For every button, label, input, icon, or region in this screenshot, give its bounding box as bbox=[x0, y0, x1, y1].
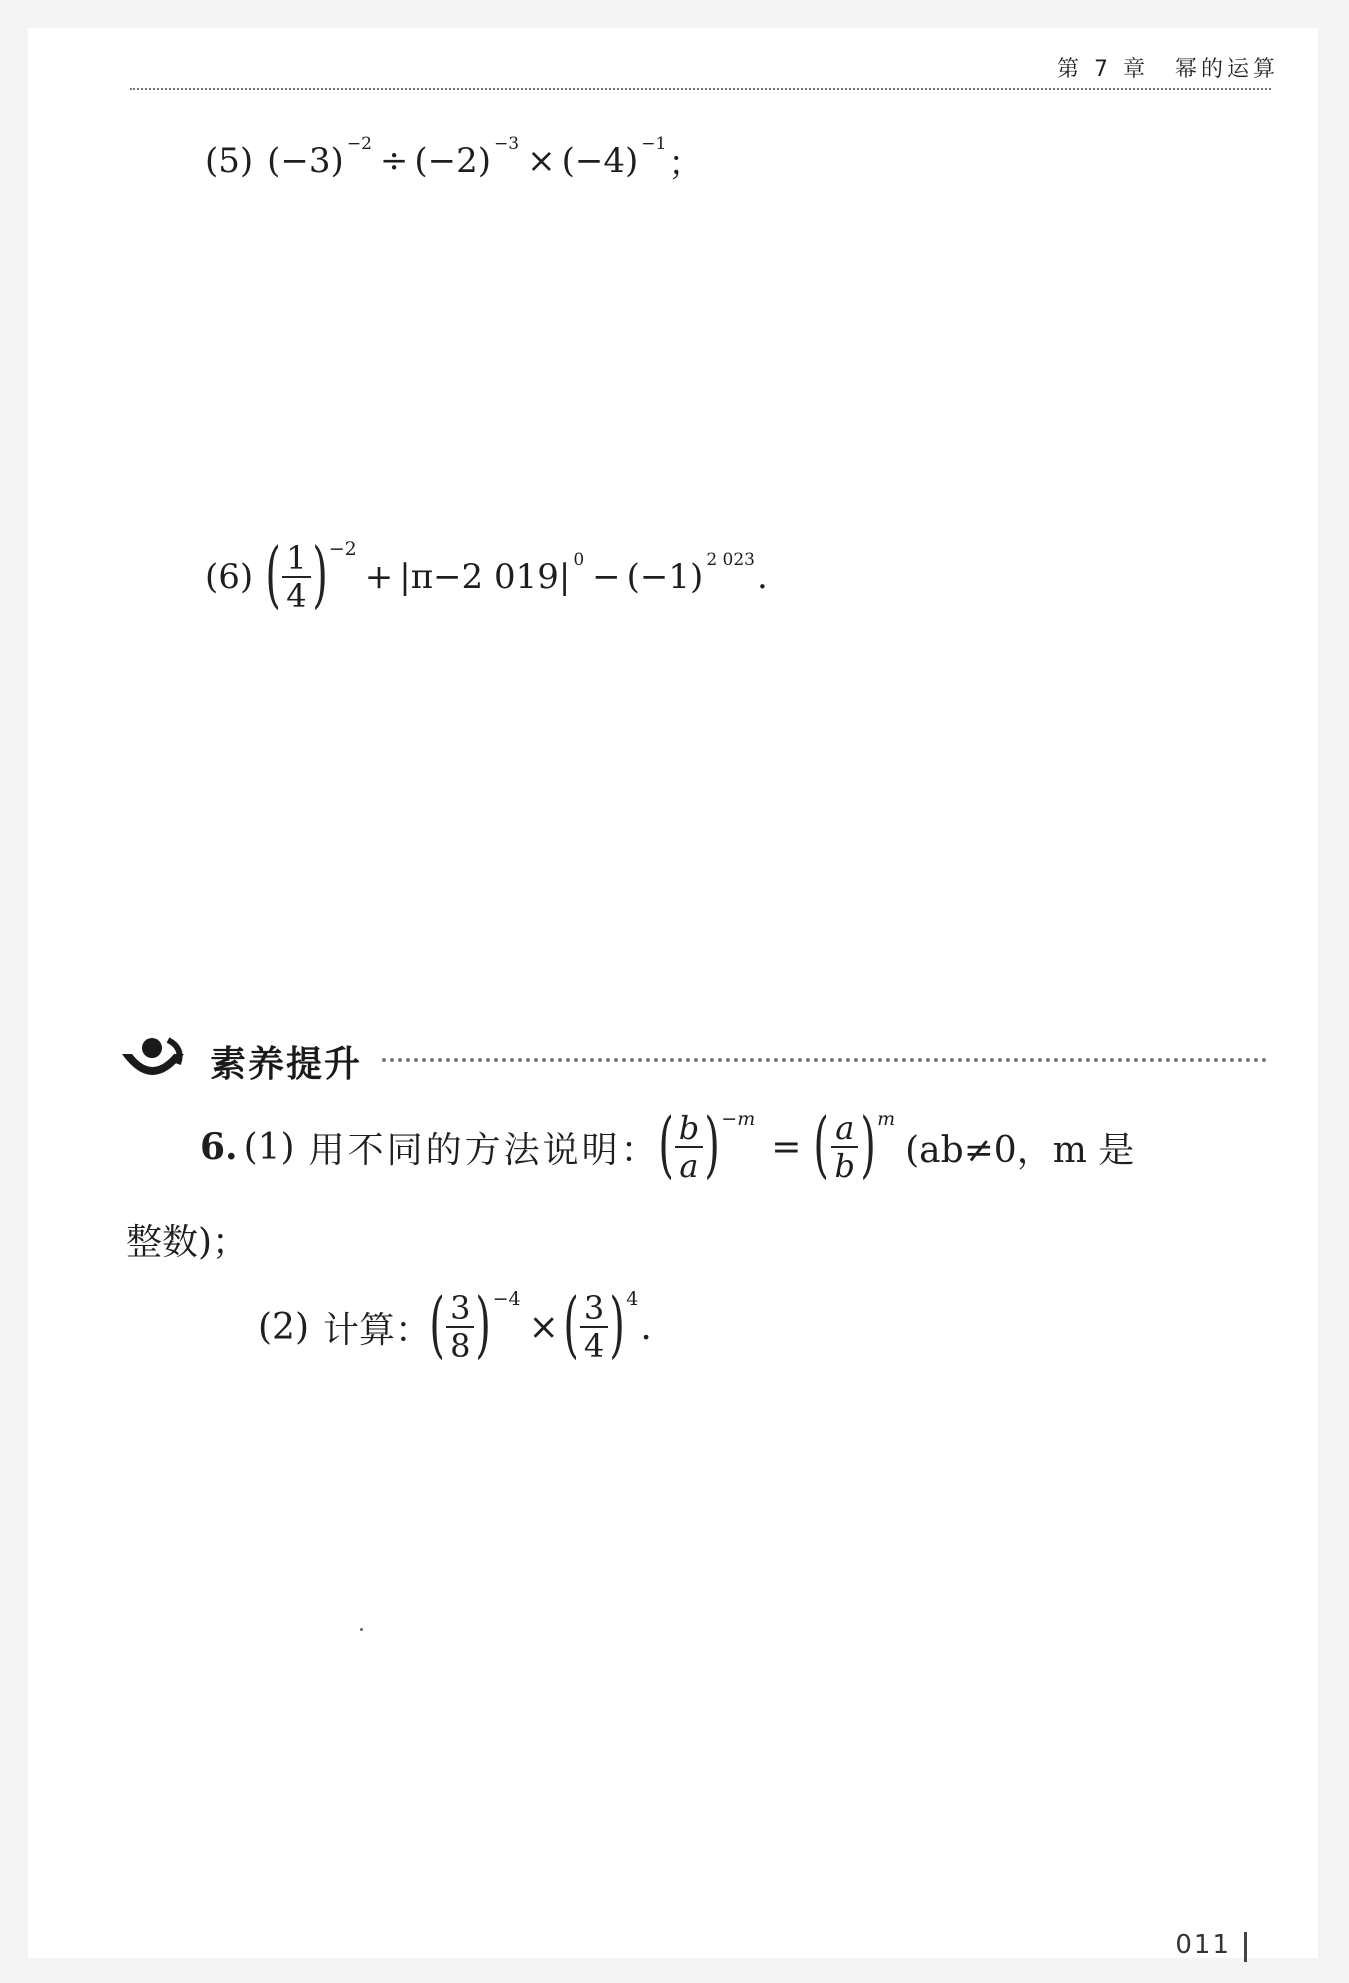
punctuation: . bbox=[640, 1306, 652, 1348]
question-number: 6. bbox=[200, 1126, 238, 1168]
page-number-bar bbox=[1244, 1932, 1247, 1962]
section-logo-icon bbox=[118, 1034, 198, 1090]
part-label: (1) bbox=[243, 1126, 295, 1168]
numerator: b bbox=[675, 1110, 703, 1148]
prompt-text: 用不同的方法说明： bbox=[308, 1129, 660, 1171]
section-title: 素养提升 bbox=[210, 1044, 363, 1085]
page-sheet bbox=[28, 28, 1318, 1958]
term: (−4) bbox=[561, 140, 639, 181]
question-6-continuation: 整数)； bbox=[126, 1222, 249, 1263]
question-6-part-1: 6. (1) 用不同的方法说明： ( $\frac{b}{a}$ ) −m = ( $\frac{a}{b}$ ) m (ab≠0，m 是 bbox=[200, 1102, 1135, 1186]
header-dotted-rule bbox=[130, 88, 1271, 90]
fraction bbox=[830, 1110, 858, 1184]
equals-sign: = bbox=[771, 1126, 802, 1168]
fraction bbox=[580, 1290, 608, 1364]
exponent: −3 bbox=[494, 133, 520, 154]
denominator: 4 bbox=[583, 1327, 605, 1365]
question-6-part-2: (2) 计算： ( $\frac{3}{8}$ ) −4 × ( $\frac{3}{4}$ ) 4 . bbox=[258, 1282, 652, 1366]
numerator: a bbox=[831, 1110, 858, 1148]
numerator: 3 bbox=[446, 1290, 474, 1328]
denominator: 4 bbox=[286, 577, 307, 615]
term: (−3) bbox=[267, 140, 344, 181]
exponent: 4 bbox=[626, 1288, 639, 1310]
exponent: −2 bbox=[328, 538, 357, 560]
numerator: 1 bbox=[282, 540, 310, 578]
exponent: 2 023 bbox=[706, 550, 755, 570]
condition-text: (ab≠0，m 是 bbox=[905, 1129, 1135, 1171]
denominator: a bbox=[679, 1147, 699, 1185]
section-dotted-rule bbox=[382, 1058, 1267, 1062]
operator: × bbox=[527, 140, 556, 181]
problem-6-label: (6) bbox=[205, 557, 254, 597]
exponent: −2 bbox=[346, 133, 372, 154]
fraction bbox=[446, 1290, 474, 1364]
scan-speck bbox=[360, 1628, 363, 1631]
problem-5 bbox=[205, 133, 703, 185]
operator: ÷ bbox=[379, 140, 409, 181]
exponent: −1 bbox=[641, 133, 667, 154]
fraction bbox=[282, 540, 310, 614]
problem-5-label: (5) bbox=[205, 140, 254, 181]
numerator: 3 bbox=[580, 1290, 608, 1328]
punctuation: . bbox=[756, 557, 768, 597]
part-label: (2) bbox=[258, 1306, 309, 1348]
term: (−1) bbox=[626, 557, 704, 597]
operator: − bbox=[592, 557, 621, 597]
operator: × bbox=[528, 1306, 559, 1348]
prompt-text: 计算： bbox=[323, 1309, 432, 1351]
exponent: −4 bbox=[492, 1288, 521, 1310]
punctuation: ； bbox=[668, 144, 703, 184]
operator: + bbox=[364, 557, 394, 597]
page-number: 011 bbox=[1175, 1930, 1231, 1960]
fraction bbox=[675, 1110, 703, 1184]
denominator: 8 bbox=[450, 1327, 471, 1365]
chapter-title: 幂的运算 bbox=[1174, 57, 1279, 82]
denominator: b bbox=[834, 1147, 855, 1185]
running-head bbox=[1057, 52, 1279, 83]
problem-6: (6) ( $\frac{1}{4}$ ) −2 + |π−2 019| 0 − (−1) 2 023 . bbox=[205, 532, 768, 616]
term: (−2) bbox=[414, 140, 492, 181]
exponent: m bbox=[877, 1108, 896, 1130]
absolute-value: |π−2 019| bbox=[399, 557, 571, 597]
exponent: 0 bbox=[573, 550, 585, 570]
chapter-label: 第 7 章 bbox=[1057, 57, 1149, 82]
exponent: −m bbox=[721, 1108, 756, 1130]
